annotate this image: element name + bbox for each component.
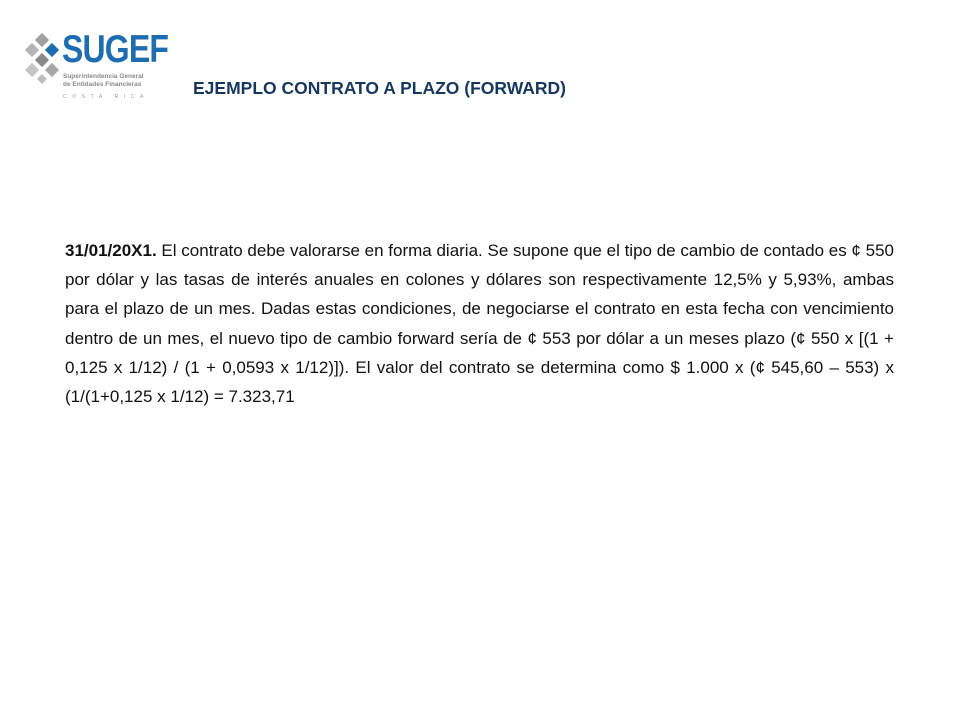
paragraph-body-text: El contrato debe valorarse en forma diaria. Se supone que el tipo de cambio de contado es ¢ 550 por dólar y las tasas de interés anuales en colones y dólares son respectivamente 12,5% y 5,93%, ambas para el plazo de un mes. Dadas estas condiciones, de negociarse el contrato en esta fecha con vencimiento dentro de un mes, el nuevo tipo de cambio forward sería de ¢ 553 por dólar a un meses plazo (¢ 550 x [(1 + 0,125 x 1/12) / (1 + 0,0593 x 1/12)]). El valor del contrato se determina como $ 1.000 x (¢ 545,60 – 553) x (1/(1+0,125 x 1/12) = 7.323,71 [65, 241, 894, 407]
logo-country: COSTA RICA [63, 94, 149, 100]
sugef-diamond-logo-icon [22, 32, 62, 84]
sugef-logo [22, 28, 169, 103]
slide-paragraph [65, 236, 894, 411]
logo-subtitle: Superintendencia General de Entidades Financieras [63, 73, 144, 88]
logo-wordmark: SUGEF [62, 28, 169, 71]
slide-title: EJEMPLO CONTRATO A PLAZO (FORWARD) [193, 78, 567, 98]
paragraph-date-lead: 31/01/20X1. [65, 241, 157, 260]
